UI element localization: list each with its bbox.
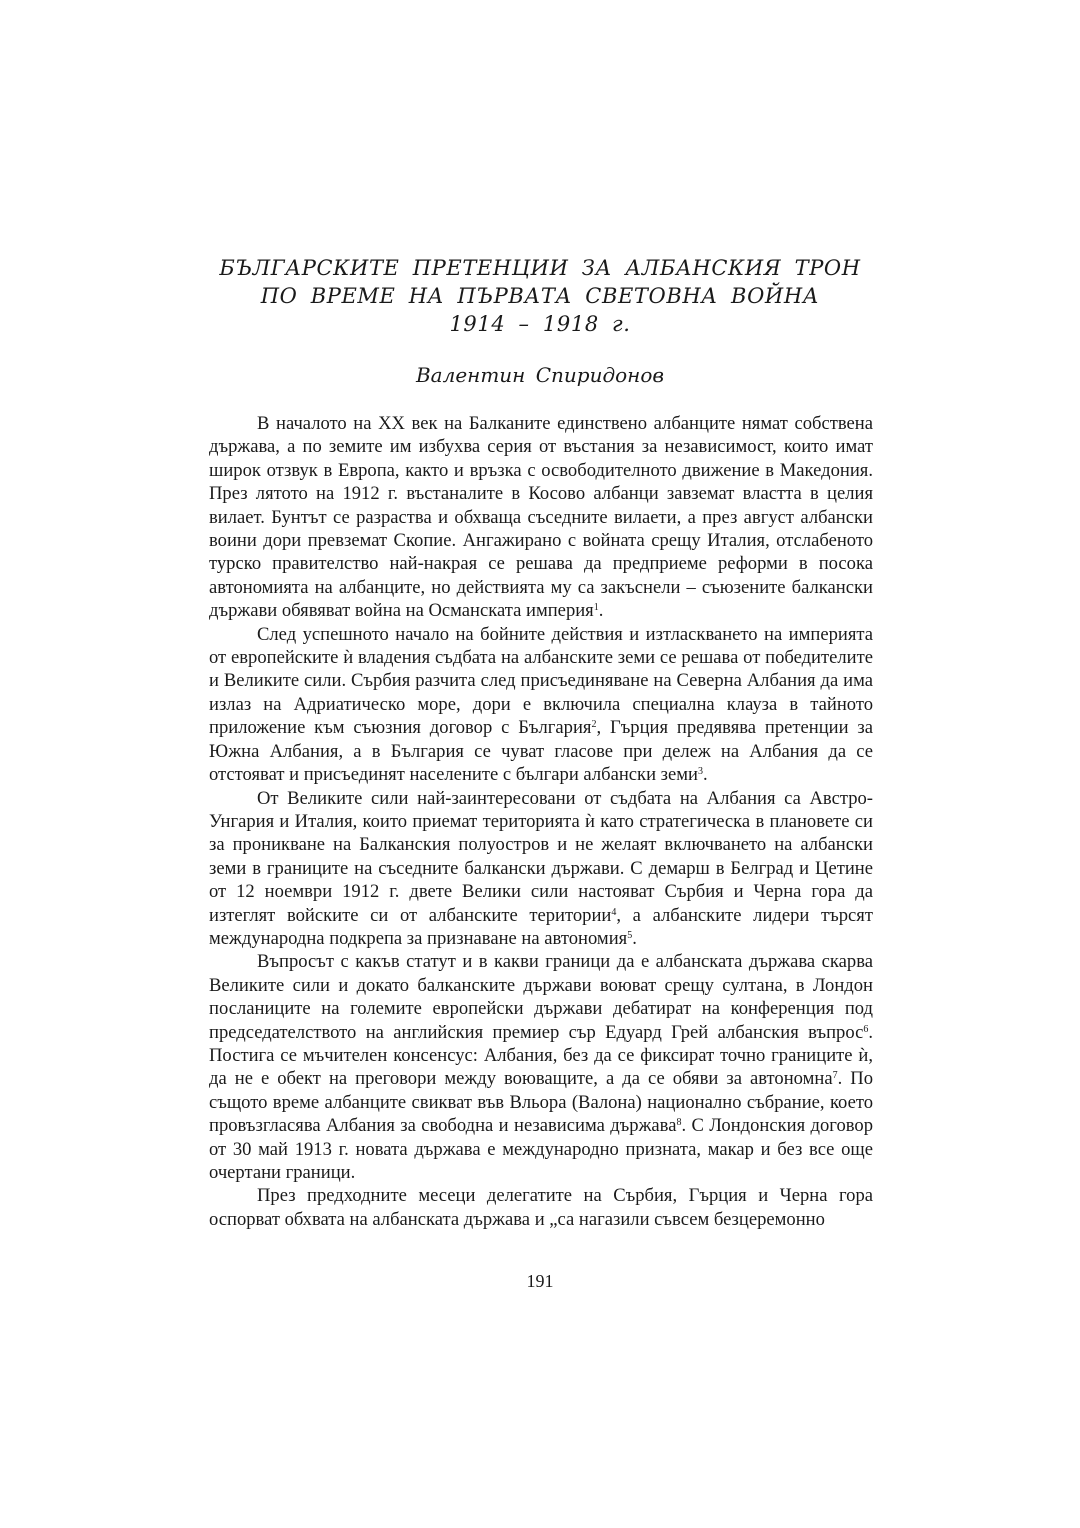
paragraph-text: . Постига се мъчителен консенсус: Албания, без да се фиксират точно границите ѝ, да не е обект на преговори между воюващите, а да се обяви за автономна — [209, 1021, 873, 1090]
footnote-marker: 3 — [698, 766, 703, 778]
footnote-marker: 2 — [591, 719, 597, 731]
paragraph-text: През предходните месеци делегатите на Сърбия, Гърция и Черна гора оспорват обхвата на албанската държава и „са нагазили съвсем безцеремонно — [209, 1185, 873, 1230]
paragraph-text: От Великите сили най-заинтересовани от съдбата на Албания са Австро-Унгария и Италия, които приемат територията ѝ като стратегическа в плановете си за проникване на Балканския полуостров и не желаят включването на албански земи в границите на съседните балкански държави. С демарш в Белград и Цетине от 12 ноември 1912 г. двете Велики сили настояват Сърбия и Черна гора да изтеглят войските си от албанските територии — [209, 787, 873, 926]
paragraph-text: . С Лондонския договор от 30 май 1913 г. новата държава е международно призната, макар и без все още очертани граници. — [209, 1115, 874, 1183]
title-line-1: БЪЛГАРСКИТЕ ПРЕТЕНЦИИ ЗА АЛБАНСКИЯ ТРОН — [219, 256, 861, 280]
title-line-2: ПО ВРЕМЕ НА ПЪРВАТА СВЕТОВНА ВОЙНА — [260, 284, 820, 308]
body-paragraph — [209, 1184, 873, 1231]
paragraph-text: . — [632, 927, 637, 949]
article-body — [209, 412, 873, 1231]
paragraph-text: Въпросът с какъв статут и в какви граници да е албанската държава скарва Великите сили и докато балканските държави воюват срещу султана, в Лондон посланиците на големите европейски държави дебатират на конференция под председателството на английския премиер сър Едуард Грей албанския въпрос — [209, 951, 873, 1043]
paragraph-text: . По същото време албанците свикват във Вльора (Валона) национално събрание, което провъзгласява Албания за свободна и независима държава — [209, 1068, 873, 1137]
paragraph-text: , Гърция предявява претенции за Южна Албания, а в България се чуват гласове при дележ на Албания да се отстояват и присъединят населените с българи албански земи — [209, 717, 873, 786]
footnote-marker: 7 — [832, 1070, 838, 1082]
paragraph-text: В началото на XX век на Балканите единствено албанците нямат собствена държава, а по земите им избухва серия от въстания за независимост, които имат широк отзвук в Европа, както и връзка с освободителното движение в Македония. През лятото на 1912 г. въстаналите в Косово албанци завземат властта в целия вилает. Бунтът се разраства и обхваща съседните вилаети, а през август албански воини дори превземат Скопие. Ангажирано с войната срещу Италия, отслабеното турско правителство най-накрая се решава да предприеме реформи в посока автономията на албанците, но действията му са закъснели – съюзените балкански държави обявяват война на Османската империя — [209, 413, 873, 622]
body-paragraph — [209, 412, 873, 623]
footnote-marker: 6 — [863, 1023, 869, 1035]
page-number: 191 — [526, 1271, 554, 1291]
author-name: Валентин Спиридонов — [415, 363, 665, 387]
footnote-marker: 5 — [627, 929, 633, 941]
body-paragraph — [209, 623, 873, 787]
paragraph-text: . — [703, 764, 708, 786]
footnote-marker: 1 — [593, 602, 599, 614]
title-line-3: 1914 – 1918 г. — [449, 312, 631, 336]
paragraph-text: , а албанските лидери търсят международна подкрепа за признаване на автономия — [209, 904, 873, 949]
body-paragraph — [209, 787, 873, 951]
footnote-marker: 8 — [676, 1117, 682, 1129]
footnote-marker: 4 — [611, 906, 617, 918]
article-title — [0, 254, 1080, 338]
paragraph-text: След успешното начало на бойните действия и изтласкването на империята от европейските ѝ владения съдбата на албанските земи се решава от победителите и Великите сили. Сърбия разчита след присъединяване на Северна Албания да има излаз на Адриатическо море, дори е включила специална клауза в тайното приложение към съюзния договор с България — [209, 623, 873, 739]
body-paragraph — [209, 950, 873, 1184]
paragraph-text: . — [598, 600, 604, 622]
